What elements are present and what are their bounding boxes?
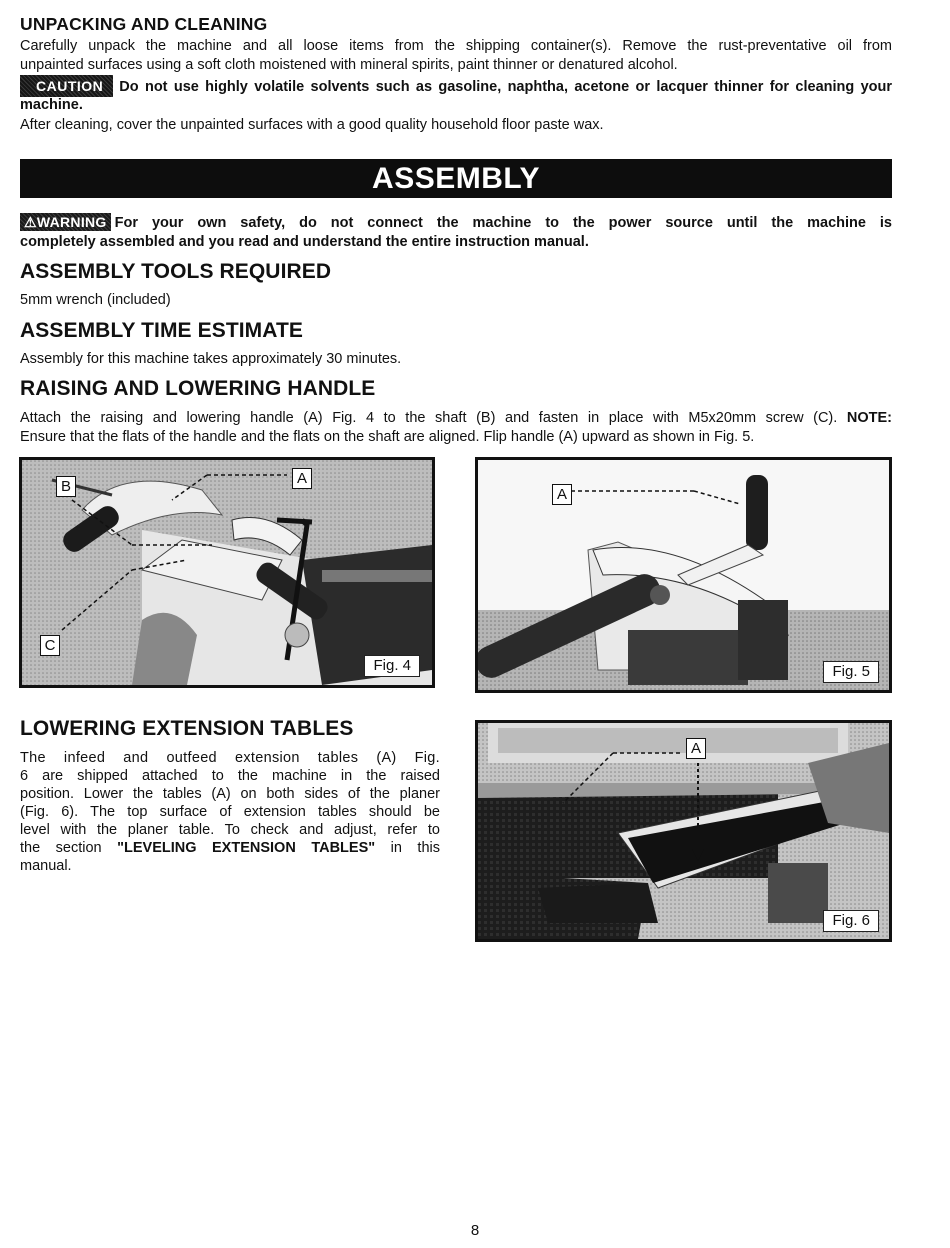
callout-c: C (40, 635, 60, 656)
warning-text-end: completely assembled and you read and understand the entire instruction manual. (20, 234, 589, 250)
callout-a: A (292, 468, 312, 489)
callout-a: A (552, 484, 572, 505)
warning-line (20, 213, 892, 232)
lowering-line: 6 are shipped attached to the machine in the raised (20, 768, 440, 784)
after-cleaning-text: After cleaning, cover the unpainted surfaces with a good quality household floor paste wax. (20, 117, 604, 133)
unpacking-text-line2: unpainted surfaces using a soft cloth moistened with mineral spirits, paint thinner or denatured alcohol. (20, 57, 678, 73)
lowering-line: The infeed and outfeed extension tables (A) Fig. (20, 750, 440, 766)
warning-text: For your own safety, do not connect the machine to the power source until the machine is (114, 215, 892, 231)
figure-6-photo (475, 720, 892, 942)
figure-4-label: Fig. 4 (364, 655, 420, 677)
lowering-line: manual. (20, 858, 72, 874)
section-title-lowering: LOWERING EXTENSION TABLES (20, 717, 354, 740)
time-text: Assembly for this machine takes approximately 30 minutes. (20, 351, 402, 367)
section-title-time: ASSEMBLY TIME ESTIMATE (20, 319, 304, 342)
warning-badge: ⚠WARNING (20, 213, 111, 231)
figure-5-label: Fig. 5 (823, 661, 879, 683)
tools-text: 5mm wrench (included) (20, 292, 171, 308)
handle-text-line2: Ensure that the flats of the handle and the flats on the shaft are aligned. Flip handle (A) upward as shown in Fig. 5. (20, 429, 755, 445)
figure-5-photo (475, 457, 892, 693)
caution-text-end: machine. (20, 97, 83, 113)
callout-a: A (686, 738, 706, 759)
handle-text-line1: Attach the raising and lowering handle (A) Fig. 4 to the shaft (B) and fasten in place with M5x20mm screw (C). NOTE: (20, 410, 892, 426)
figure-6-label: Fig. 6 (823, 910, 879, 932)
section-title-handle: RAISING AND LOWERING HANDLE (20, 377, 376, 400)
page-number: 8 (470, 1222, 480, 1239)
caution-line (20, 75, 892, 97)
callout-b: B (56, 476, 76, 497)
lowering-line: level with the planer table. To check and adjust, refer to (20, 822, 440, 838)
lowering-line: the section "LEVELING EXTENSION TABLES" in this (20, 840, 440, 856)
section-reference: "LEVELING EXTENSION TABLES" (117, 840, 376, 856)
unpacking-text-line1: Carefully unpack the machine and all loose items from the shipping container(s). Remove the rust-preventative oil from (20, 38, 892, 54)
lowering-line: position. Lower the tables (A) on both sides of the planer (20, 786, 440, 802)
warning-triangle-icon: ⚠ (24, 214, 37, 230)
caution-badge: CAUTION (20, 75, 113, 97)
lowering-line: (Fig. 6). The top surface of extension tables should be (20, 804, 440, 820)
caution-text: Do not use highly volatile solvents such as gasoline, naphtha, acetone or lacquer thinner for cleaning your (119, 79, 892, 95)
assembly-banner: ASSEMBLY (20, 159, 892, 198)
figure-4-photo (19, 457, 435, 688)
note-label: NOTE: (846, 410, 892, 426)
section-title-tools: ASSEMBLY TOOLS REQUIRED (20, 260, 332, 283)
section-title-unpacking: UNPACKING AND CLEANING (20, 14, 268, 34)
lowering-paragraph (20, 749, 440, 875)
